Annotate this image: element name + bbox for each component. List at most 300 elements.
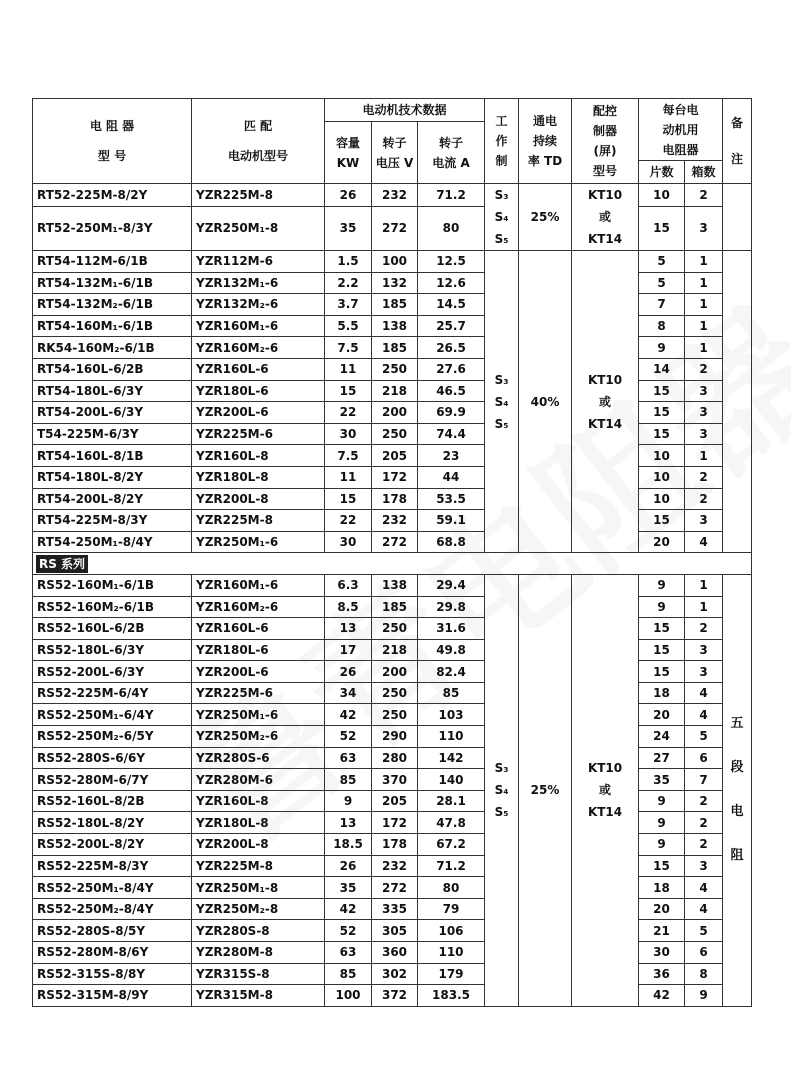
rotor-voltage-cell: 185	[372, 596, 418, 618]
capacity-cell: 15	[325, 488, 372, 510]
pieces-cell: 20	[639, 704, 685, 726]
boxes-cell: 4	[685, 704, 723, 726]
motor-model-cell: YZR200L-8	[192, 488, 325, 510]
pieces-cell: 18	[639, 877, 685, 899]
rotor-voltage-cell: 232	[372, 855, 418, 877]
pieces-cell: 15	[639, 855, 685, 877]
capacity-cell: 85	[325, 769, 372, 791]
table-row	[33, 596, 752, 618]
motor-model-cell: YZR225M-8	[192, 855, 325, 877]
group-rt52-work-system: S₃ S₄ S₅	[485, 184, 519, 251]
resistor-model-cell: T54-225M-6/3Y	[33, 423, 192, 445]
resistor-model-cell: RT54-132M₁-6/1B	[33, 272, 192, 294]
motor-model-cell: YZR315M-8	[192, 985, 325, 1007]
header-boxes: 箱数	[685, 161, 723, 184]
rotor-voltage-cell: 185	[372, 294, 418, 316]
motor-model-cell: YZR250M₁-8	[192, 877, 325, 899]
pieces-cell: 27	[639, 747, 685, 769]
rotor-current-cell: 110	[418, 726, 485, 748]
rotor-voltage-cell: 172	[372, 812, 418, 834]
resistor-model-cell: RS52-280M-6/7Y	[33, 769, 192, 791]
capacity-cell: 11	[325, 466, 372, 488]
boxes-cell: 5	[685, 726, 723, 748]
pieces-cell: 21	[639, 920, 685, 942]
capacity-cell: 52	[325, 726, 372, 748]
rotor-current-cell: 106	[418, 920, 485, 942]
motor-model-cell: YZR160L-6	[192, 618, 325, 640]
rotor-voltage-cell: 250	[372, 423, 418, 445]
motor-model-cell: YZR200L-8	[192, 834, 325, 856]
rotor-current-cell: 12.6	[418, 272, 485, 294]
motor-model-cell: YZR250M₁-6	[192, 704, 325, 726]
resistor-model-cell: RT54-160L-8/1B	[33, 445, 192, 467]
rotor-voltage-cell: 172	[372, 466, 418, 488]
motor-model-cell: YZR112M-6	[192, 251, 325, 273]
group-rt52-remark	[723, 184, 752, 251]
rotor-voltage-cell: 205	[372, 790, 418, 812]
capacity-cell: 42	[325, 704, 372, 726]
boxes-cell: 4	[685, 898, 723, 920]
motor-model-cell: YZR132M₁-6	[192, 272, 325, 294]
resistor-model-cell: RS52-250M₁-6/4Y	[33, 704, 192, 726]
rotor-voltage-cell: 205	[372, 445, 418, 467]
group-rs52-work-system: S₃ S₄ S₅	[485, 574, 519, 1006]
resistor-model-cell: RT54-250M₁-8/4Y	[33, 531, 192, 553]
capacity-cell: 35	[325, 877, 372, 899]
table-row	[33, 618, 752, 640]
motor-model-cell: YZR315S-8	[192, 963, 325, 985]
capacity-cell: 3.7	[325, 294, 372, 316]
capacity-cell: 15	[325, 380, 372, 402]
resistor-model-cell: RT54-200L-6/3Y	[33, 402, 192, 424]
motor-model-cell: YZR160M₂-6	[192, 596, 325, 618]
boxes-cell: 3	[685, 423, 723, 445]
motor-model-cell: YZR160M₁-6	[192, 315, 325, 337]
pieces-cell: 9	[639, 790, 685, 812]
pieces-cell: 15	[639, 402, 685, 424]
table-row	[33, 510, 752, 532]
rotor-voltage-cell: 290	[372, 726, 418, 748]
capacity-cell: 6.3	[325, 574, 372, 596]
table-row	[33, 206, 752, 250]
header-remark: 备 注	[723, 99, 752, 184]
rotor-current-cell: 80	[418, 877, 485, 899]
table-row	[33, 639, 752, 661]
table-row	[33, 272, 752, 294]
motor-model-cell: YZR250M₂-6	[192, 726, 325, 748]
boxes-cell: 4	[685, 682, 723, 704]
motor-model-cell: YZR160L-6	[192, 358, 325, 380]
rotor-current-cell: 59.1	[418, 510, 485, 532]
rotor-current-cell: 71.2	[418, 184, 485, 207]
resistor-model-cell: RS52-225M-6/4Y	[33, 682, 192, 704]
section-row	[33, 553, 752, 575]
pieces-cell: 5	[639, 272, 685, 294]
resistor-model-cell: RT54-225M-8/3Y	[33, 510, 192, 532]
boxes-cell: 3	[685, 510, 723, 532]
motor-model-cell: YZR200L-6	[192, 402, 325, 424]
table-row	[33, 855, 752, 877]
resistor-model-cell: RS52-160M₁-6/1B	[33, 574, 192, 596]
rotor-current-cell: 74.4	[418, 423, 485, 445]
capacity-cell: 13	[325, 812, 372, 834]
pieces-cell: 9	[639, 574, 685, 596]
rotor-voltage-cell: 218	[372, 380, 418, 402]
table-row	[33, 466, 752, 488]
motor-model-cell: YZR160M₂-6	[192, 337, 325, 359]
rotor-current-cell: 29.4	[418, 574, 485, 596]
rotor-voltage-cell: 178	[372, 488, 418, 510]
rotor-current-cell: 28.1	[418, 790, 485, 812]
rotor-current-cell: 67.2	[418, 834, 485, 856]
rotor-current-cell: 142	[418, 747, 485, 769]
rotor-voltage-cell: 250	[372, 682, 418, 704]
pieces-cell: 10	[639, 466, 685, 488]
boxes-cell: 1	[685, 251, 723, 273]
resistor-model-cell: RT54-180L-8/2Y	[33, 466, 192, 488]
table-row	[33, 704, 752, 726]
rotor-voltage-cell: 370	[372, 769, 418, 791]
boxes-cell: 3	[685, 206, 723, 250]
header-work-system: 工 作 制	[485, 99, 519, 184]
boxes-cell: 3	[685, 402, 723, 424]
capacity-cell: 26	[325, 184, 372, 207]
group-rt54-duty-rate: 40%	[519, 251, 572, 553]
rotor-current-cell: 26.5	[418, 337, 485, 359]
table-row	[33, 574, 752, 596]
rotor-current-cell: 31.6	[418, 618, 485, 640]
pieces-cell: 7	[639, 294, 685, 316]
capacity-cell: 22	[325, 510, 372, 532]
table-row	[33, 877, 752, 899]
motor-model-cell: YZR250M₁-8	[192, 206, 325, 250]
resistor-model-cell: RT54-180L-6/3Y	[33, 380, 192, 402]
resistor-model-cell: RS52-160M₂-6/1B	[33, 596, 192, 618]
group-rs52-controller: KT10 或 KT14	[572, 574, 639, 1006]
table-row	[33, 963, 752, 985]
capacity-cell: 7.5	[325, 337, 372, 359]
rotor-voltage-cell: 305	[372, 920, 418, 942]
rotor-voltage-cell: 138	[372, 574, 418, 596]
rotor-current-cell: 25.7	[418, 315, 485, 337]
resistor-spec-table	[32, 98, 752, 1007]
capacity-cell: 30	[325, 423, 372, 445]
boxes-cell: 3	[685, 380, 723, 402]
rotor-current-cell: 49.8	[418, 639, 485, 661]
rotor-voltage-cell: 138	[372, 315, 418, 337]
pieces-cell: 15	[639, 661, 685, 683]
boxes-cell: 1	[685, 445, 723, 467]
table-row	[33, 942, 752, 964]
pieces-cell: 15	[639, 423, 685, 445]
table-row	[33, 380, 752, 402]
header-rotor-current: 转子 电流 A	[418, 122, 485, 184]
table-row	[33, 898, 752, 920]
rotor-voltage-cell: 272	[372, 877, 418, 899]
resistor-model-cell: RS52-200L-6/3Y	[33, 661, 192, 683]
table-row	[33, 920, 752, 942]
boxes-cell: 6	[685, 747, 723, 769]
table-row	[33, 445, 752, 467]
motor-model-cell: YZR225M-6	[192, 423, 325, 445]
table-row	[33, 294, 752, 316]
boxes-cell: 6	[685, 942, 723, 964]
table-row	[33, 985, 752, 1007]
rotor-current-cell: 85	[418, 682, 485, 704]
capacity-cell: 100	[325, 985, 372, 1007]
resistor-model-cell: RT54-160M₁-6/1B	[33, 315, 192, 337]
resistor-model-cell: RK54-160M₂-6/1B	[33, 337, 192, 359]
motor-model-cell: YZR180L-6	[192, 639, 325, 661]
capacity-cell: 17	[325, 639, 372, 661]
rotor-current-cell: 29.8	[418, 596, 485, 618]
pieces-cell: 36	[639, 963, 685, 985]
rotor-voltage-cell: 250	[372, 618, 418, 640]
boxes-cell: 3	[685, 855, 723, 877]
motor-model-cell: YZR225M-6	[192, 682, 325, 704]
capacity-cell: 85	[325, 963, 372, 985]
rotor-current-cell: 12.5	[418, 251, 485, 273]
boxes-cell: 1	[685, 294, 723, 316]
resistor-model-cell: RT52-250M₁-8/3Y	[33, 206, 192, 250]
rotor-current-cell: 69.9	[418, 402, 485, 424]
header-pieces: 片数	[639, 161, 685, 184]
resistor-model-cell: RS52-315M-8/9Y	[33, 985, 192, 1007]
pieces-cell: 15	[639, 639, 685, 661]
motor-model-cell: YZR280S-6	[192, 747, 325, 769]
rotor-current-cell: 82.4	[418, 661, 485, 683]
boxes-cell: 1	[685, 337, 723, 359]
rotor-voltage-cell: 272	[372, 531, 418, 553]
pieces-cell: 20	[639, 531, 685, 553]
capacity-cell: 11	[325, 358, 372, 380]
group-rt52-duty-rate: 25%	[519, 184, 572, 251]
boxes-cell: 3	[685, 639, 723, 661]
capacity-cell: 52	[325, 920, 372, 942]
resistor-model-cell: RT54-132M₂-6/1B	[33, 294, 192, 316]
motor-model-cell: YZR200L-6	[192, 661, 325, 683]
header-rotor-voltage: 转子 电压 V	[372, 122, 418, 184]
table-row	[33, 726, 752, 748]
capacity-cell: 8.5	[325, 596, 372, 618]
motor-model-cell: YZR132M₂-6	[192, 294, 325, 316]
header-per-motor-resistor: 每台电 动机用 电阻器	[639, 99, 723, 161]
pieces-cell: 5	[639, 251, 685, 273]
motor-model-cell: YZR225M-8	[192, 510, 325, 532]
table-row	[33, 834, 752, 856]
boxes-cell: 1	[685, 315, 723, 337]
boxes-cell: 9	[685, 985, 723, 1007]
capacity-cell: 63	[325, 942, 372, 964]
rotor-current-cell: 44	[418, 466, 485, 488]
pieces-cell: 30	[639, 942, 685, 964]
rotor-current-cell: 14.5	[418, 294, 485, 316]
boxes-cell: 2	[685, 790, 723, 812]
boxes-cell: 2	[685, 358, 723, 380]
pieces-cell: 10	[639, 488, 685, 510]
pieces-cell: 8	[639, 315, 685, 337]
pieces-cell: 15	[639, 206, 685, 250]
group-rt54-work-system: S₃ S₄ S₅	[485, 251, 519, 553]
rotor-voltage-cell: 185	[372, 337, 418, 359]
boxes-cell: 5	[685, 920, 723, 942]
capacity-cell: 9	[325, 790, 372, 812]
table-row	[33, 531, 752, 553]
boxes-cell: 2	[685, 834, 723, 856]
boxes-cell: 4	[685, 877, 723, 899]
header-controller-model: 配控 制器 (屏) 型号	[572, 99, 639, 184]
header-resistor-model: 电 阻 器 型 号	[33, 99, 192, 184]
pieces-cell: 10	[639, 445, 685, 467]
motor-model-cell: YZR160L-8	[192, 445, 325, 467]
table-row	[33, 812, 752, 834]
motor-model-cell: YZR180L-8	[192, 812, 325, 834]
table-row	[33, 790, 752, 812]
resistor-model-cell: RT52-225M-8/2Y	[33, 184, 192, 207]
rotor-voltage-cell: 218	[372, 639, 418, 661]
resistor-model-cell: RS52-200L-8/2Y	[33, 834, 192, 856]
table-row	[33, 661, 752, 683]
capacity-cell: 7.5	[325, 445, 372, 467]
rotor-voltage-cell: 232	[372, 510, 418, 532]
table-row	[33, 358, 752, 380]
header-matching-motor: 匹 配 电动机型号	[192, 99, 325, 184]
capacity-cell: 1.5	[325, 251, 372, 273]
rotor-voltage-cell: 250	[372, 704, 418, 726]
rotor-current-cell: 110	[418, 942, 485, 964]
boxes-cell: 7	[685, 769, 723, 791]
header-capacity: 容量 KW	[325, 122, 372, 184]
pieces-cell: 9	[639, 596, 685, 618]
boxes-cell: 3	[685, 661, 723, 683]
group-rt54-remark	[723, 251, 752, 553]
table-body	[33, 184, 752, 1007]
rotor-voltage-cell: 132	[372, 272, 418, 294]
boxes-cell: 1	[685, 596, 723, 618]
section-label: RS 系列	[36, 555, 88, 573]
capacity-cell: 30	[325, 531, 372, 553]
table-row	[33, 315, 752, 337]
resistor-model-cell: RT54-112M-6/1B	[33, 251, 192, 273]
pieces-cell: 18	[639, 682, 685, 704]
boxes-cell: 2	[685, 466, 723, 488]
capacity-cell: 26	[325, 661, 372, 683]
boxes-cell: 2	[685, 184, 723, 207]
group-rt52-controller: KT10 或 KT14	[572, 184, 639, 251]
rotor-current-cell: 140	[418, 769, 485, 791]
pieces-cell: 10	[639, 184, 685, 207]
resistor-model-cell: RS52-250M₁-8/4Y	[33, 877, 192, 899]
pieces-cell: 35	[639, 769, 685, 791]
group-rs52-duty-rate: 25%	[519, 574, 572, 1006]
capacity-cell: 22	[325, 402, 372, 424]
group-rt54-controller: KT10 或 KT14	[572, 251, 639, 553]
rotor-voltage-cell: 232	[372, 184, 418, 207]
boxes-cell: 1	[685, 574, 723, 596]
resistor-model-cell: RS52-225M-8/3Y	[33, 855, 192, 877]
table-row	[33, 423, 752, 445]
table-header	[33, 99, 752, 184]
rotor-current-cell: 179	[418, 963, 485, 985]
rotor-current-cell: 79	[418, 898, 485, 920]
rotor-current-cell: 80	[418, 206, 485, 250]
header-duty-rate: 通电 持续 率 TD	[519, 99, 572, 184]
pieces-cell: 9	[639, 834, 685, 856]
rotor-voltage-cell: 250	[372, 358, 418, 380]
motor-model-cell: YZR225M-8	[192, 184, 325, 207]
motor-model-cell: YZR280M-6	[192, 769, 325, 791]
resistor-model-cell: RS52-180L-8/2Y	[33, 812, 192, 834]
resistor-model-cell: RS52-250M₂-6/5Y	[33, 726, 192, 748]
table-row	[33, 488, 752, 510]
pieces-cell: 15	[639, 618, 685, 640]
rotor-voltage-cell: 200	[372, 661, 418, 683]
boxes-cell: 2	[685, 618, 723, 640]
resistor-model-cell: RS52-160L-6/2B	[33, 618, 192, 640]
resistor-model-cell: RS52-280S-6/6Y	[33, 747, 192, 769]
rotor-current-cell: 27.6	[418, 358, 485, 380]
motor-model-cell: YZR160M₁-6	[192, 574, 325, 596]
header-motor-tech-data: 电动机技术数据	[325, 99, 485, 122]
boxes-cell: 1	[685, 272, 723, 294]
pieces-cell: 9	[639, 812, 685, 834]
table-row	[33, 769, 752, 791]
resistor-model-cell: RS52-180L-6/3Y	[33, 639, 192, 661]
capacity-cell: 63	[325, 747, 372, 769]
boxes-cell: 2	[685, 812, 723, 834]
capacity-cell: 18.5	[325, 834, 372, 856]
pieces-cell: 24	[639, 726, 685, 748]
rotor-voltage-cell: 100	[372, 251, 418, 273]
motor-model-cell: YZR160L-8	[192, 790, 325, 812]
table-row	[33, 184, 752, 207]
motor-model-cell: YZR280M-8	[192, 942, 325, 964]
boxes-cell: 2	[685, 488, 723, 510]
capacity-cell: 34	[325, 682, 372, 704]
resistor-model-cell: RS52-280M-8/6Y	[33, 942, 192, 964]
rotor-voltage-cell: 372	[372, 985, 418, 1007]
pieces-cell: 15	[639, 380, 685, 402]
resistor-model-cell: RT54-200L-8/2Y	[33, 488, 192, 510]
rotor-current-cell: 46.5	[418, 380, 485, 402]
table-row	[33, 337, 752, 359]
pieces-cell: 9	[639, 337, 685, 359]
rotor-current-cell: 53.5	[418, 488, 485, 510]
table-row	[33, 402, 752, 424]
rotor-voltage-cell: 335	[372, 898, 418, 920]
resistor-model-cell: RT54-160L-6/2B	[33, 358, 192, 380]
rotor-voltage-cell: 280	[372, 747, 418, 769]
boxes-cell: 8	[685, 963, 723, 985]
rotor-current-cell: 183.5	[418, 985, 485, 1007]
resistor-model-cell: RS52-280S-8/5Y	[33, 920, 192, 942]
rotor-voltage-cell: 302	[372, 963, 418, 985]
rotor-current-cell: 23	[418, 445, 485, 467]
capacity-cell: 42	[325, 898, 372, 920]
pieces-cell: 15	[639, 510, 685, 532]
rotor-current-cell: 68.8	[418, 531, 485, 553]
table-row	[33, 747, 752, 769]
motor-model-cell: YZR250M₂-8	[192, 898, 325, 920]
motor-model-cell: YZR280S-8	[192, 920, 325, 942]
resistor-model-cell: RS52-315S-8/8Y	[33, 963, 192, 985]
motor-model-cell: YZR180L-8	[192, 466, 325, 488]
table-row	[33, 251, 752, 273]
motor-model-cell: YZR250M₁-6	[192, 531, 325, 553]
group-rs52-remark: 五 段 电 阻	[723, 574, 752, 1006]
rotor-voltage-cell: 200	[372, 402, 418, 424]
capacity-cell: 35	[325, 206, 372, 250]
